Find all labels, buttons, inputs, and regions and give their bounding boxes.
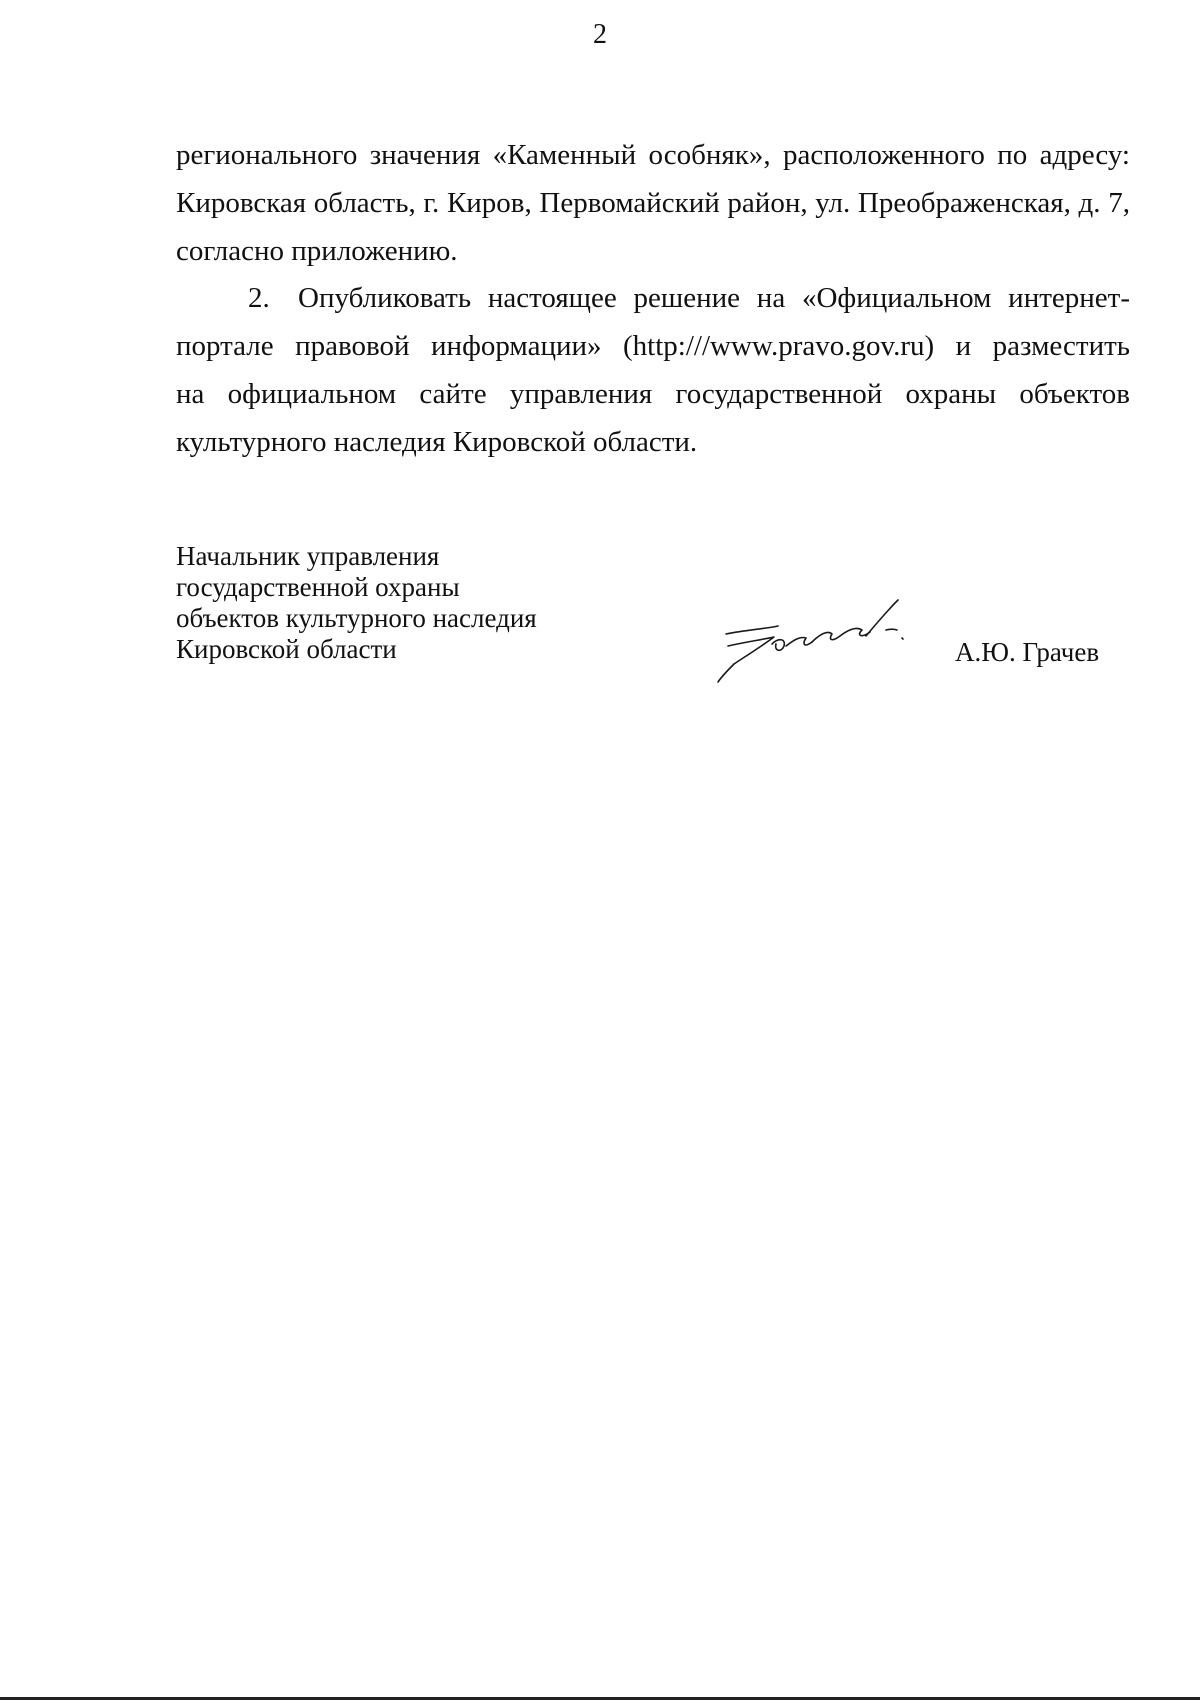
signatory-position-line: объектов культурного наследия <box>176 603 537 633</box>
paragraph-2-line: на официальном сайте управления государственной охраны объектов <box>176 378 1130 410</box>
signatory-name: А.Ю. Грачев <box>955 637 1100 667</box>
page-number: 2 <box>593 19 607 50</box>
paragraph-1-line: Кировская область, г. Киров, Первомайский район, ул. Преображенская, д. 7, <box>176 187 1130 219</box>
paragraph-1-line: регионального значения «Каменный особняк», расположенного по адресу: <box>176 139 1130 171</box>
paragraph-2-line: портале правовой информации» (http:///www.pravo.gov.ru) и разместить <box>176 330 1130 362</box>
paragraph-2 <box>176 274 1130 466</box>
paragraph-1-line: согласно приложению. <box>176 235 458 267</box>
scan-bottom-edge <box>0 1697 1200 1700</box>
paragraph-2-line: культурного наследия Кировской области. <box>176 426 698 458</box>
paragraph-2-first-line <box>176 274 1130 322</box>
paragraph-2-number: 2. <box>248 282 270 314</box>
signatory-position-line: Кировской области <box>176 634 397 664</box>
signatory-position-line: Начальник управления <box>176 541 440 571</box>
signatory-position <box>176 541 537 665</box>
paragraph-2-line: Опубликовать настоящее решение на «Официальном интернет- <box>298 282 1130 314</box>
handwritten-signature <box>716 596 916 686</box>
signatory-position-line: государственной охраны <box>176 572 460 602</box>
paragraph-1 <box>176 131 1130 275</box>
